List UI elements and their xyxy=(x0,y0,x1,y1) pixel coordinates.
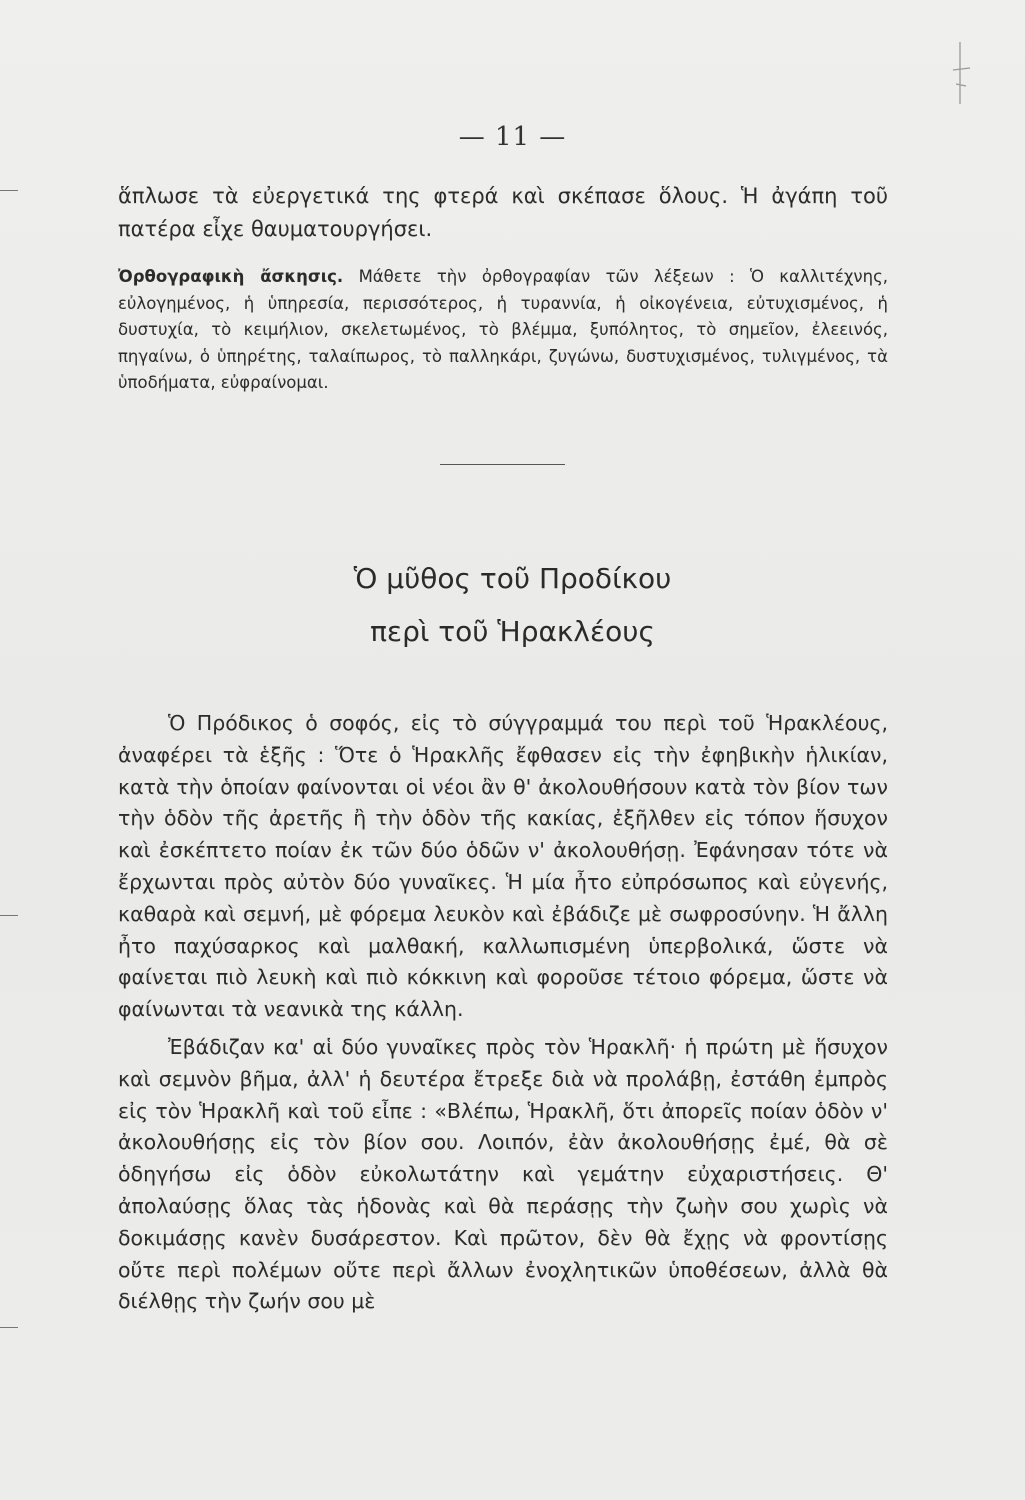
section-divider xyxy=(440,464,565,465)
exercise-text: Μάθετε τὴν ὀρθογραφίαν τῶν λέξεων : Ὁ καλλιτέχνης, εὐλογημένος, ἡ ὑπηρεσία, περισσότερος, ἡ τυραννία, ἡ οἰκογένεια, εὐτυχισμένος, ἡ δυστυχία, τὸ κειμήλιον, σκελετωμένος, τὸ βλέμμα, ξυπόλητος, τὸ σημεῖον, ἐλεεινός, πηγαίνω, ὁ ὑπηρέτης, ταλαίπωρος, τὸ παλληκάρι, ζυγώνω, δυστυχισμένος, τυλιγμένος, τὰ ὑποδήματα, εὐφραίνομαι. xyxy=(118,267,889,392)
story-paragraph-2: Ἐβάδιζαν κα' αἱ δύο γυναῖκες πρὸς τὸν Ἡρακλῆ· ἡ πρώτη μὲ ἥσυχον καὶ σεμνὸν βῆμα, ἀλλ' ἡ δευτέρα ἔτρεξε διὰ νὰ προλάβῃ, ἐστάθη ἐμπρὸς εἰς τὸν Ἡρακλῆ καὶ τοῦ εἶπε : «Βλέπω, Ἡρακλῆ, ὅτι ἀπορεῖς ποίαν ὁδὸν ν' ἀκολουθήσῃς εἰς τὸν βίον σου. Λοιπόν, ἐὰν ἀκολουθήσῃς ἐμέ, θὰ σὲ ὁδηγήσω εἰς ὁδὸν εὐκολωτάτην καὶ γεμάτην εὐχαριστήσεις. Θ' ἀπολαύσῃς ὅλας τὰς ἡδονὰς καὶ θὰ περάσῃς τὴν ζωὴν σου χωρὶς νὰ δοκιμάσῃς κανὲν δυσάρεστον. Καὶ πρῶτον, δὲν θὰ ἔχῃς νὰ φροντίσῃς οὔτε περὶ πολέμων οὔτε περὶ ἄλλων ἐνοχλητικῶν ὑποθέσεων, ἀλλὰ θὰ διέλθῃς τὴν ζωήν σου μὲ xyxy=(118,1034,888,1314)
page-number: — 11 — xyxy=(458,122,567,152)
continuation-paragraph: ἅπλωσε τὰ εὐεργετικά της φτερά καὶ σκέπασε ὅλους. Ἡ ἀγάπη τοῦ πατέρα εἶχε θαυματουργήσει. xyxy=(118,184,888,241)
margin-tick xyxy=(0,190,18,191)
margin-tick xyxy=(0,915,18,916)
story-paragraph-1: Ὁ Πρόδικος ὁ σοφός, εἰς τὸ σύγγραμμά του περὶ τοῦ Ἡρακλέους, ἀναφέρει τὰ ἑξῆς : Ὅτε ὁ Ἡρακλῆς ἔφθασεν εἰς τὴν ἐφηβικὴν ἡλικίαν, κατὰ τὴν ὁποίαν φαίνονται οἱ νέοι ἂν θ' ἀκολουθήσουν κατὰ τὸν βίον των τὴν ὁδὸν τῆς ἀρετῆς ἢ τὴν ὁδὸν τῆς κακίας, ἐξῆλθεν εἰς τόπον ἥσυχον καὶ ἐσκέπτετο ποίαν ἐκ τῶν δύο ὁδῶν ν' ἀκολουθήσῃ. Ἐφάνησαν τότε νὰ ἔρχωνται πρὸς αὐτὸν δύο γυναῖκες. Ἡ μία ἦτο εὐπρόσωπος καὶ εὐγενής, καθαρὰ καὶ σεμνή, μὲ φόρεμα λευκὸν καὶ ἐβάδιζε μὲ σωφροσύνην. Ἡ ἄλλη ἦτο παχύσαρκος καὶ μαλθακή, καλλωπισμένη ὑπερβολικά, ὥστε νὰ φαίνεται πιὸ λευκὴ καὶ πιὸ κόκκινη καὶ φοροῦσε τέτοιο φόρεμα, ὥστε νὰ φαίνωνται τὰ νεανικὰ της κάλλη. xyxy=(118,711,888,1022)
exercise-title: Ὀρθογραφικὴ ἄσκησις. xyxy=(118,267,344,286)
spelling-exercise xyxy=(118,264,888,397)
pencil-mark xyxy=(948,40,978,110)
story-subtitle: περὶ τοῦ Ἡρακλέους xyxy=(370,615,655,648)
margin-tick xyxy=(0,1327,18,1328)
story-body xyxy=(118,708,888,1318)
story-title: Ὁ μῦθος τοῦ Προδίκου xyxy=(353,562,672,595)
